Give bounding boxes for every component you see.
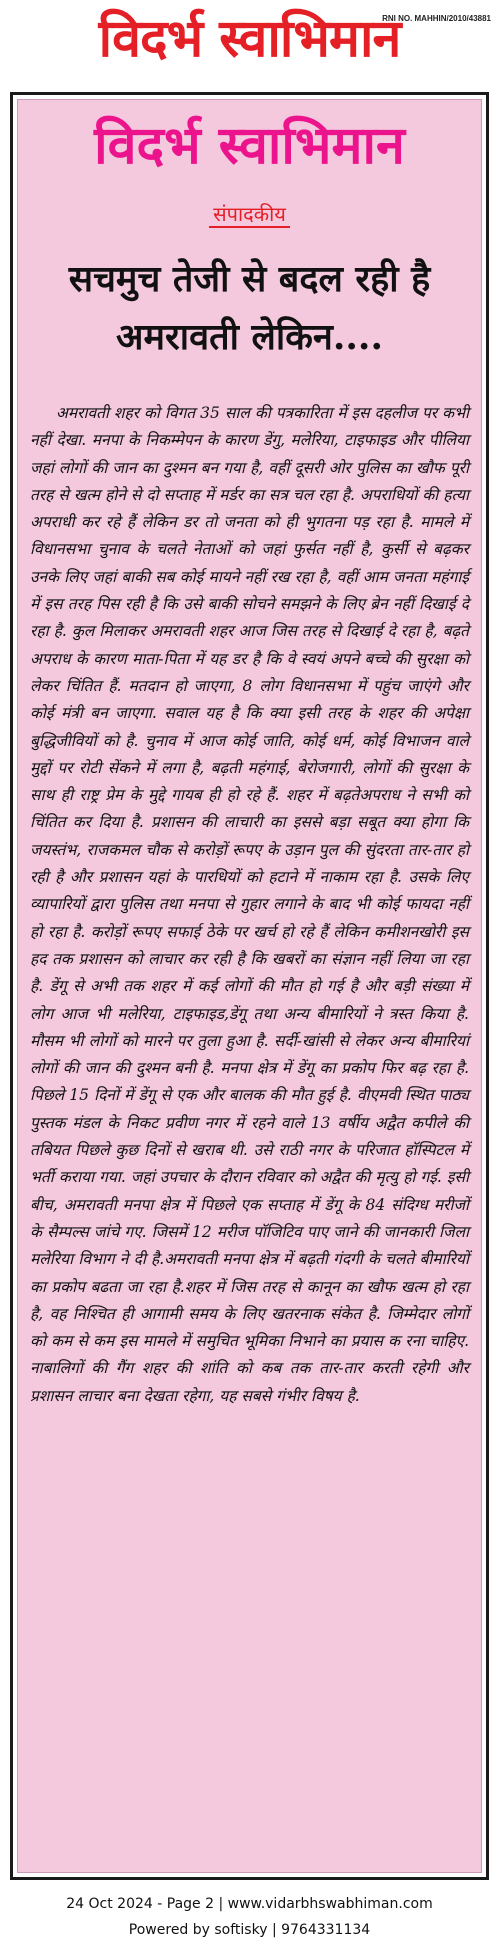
article-body: अमरावती शहर को विगत 35 साल की पत्रकारिता में इस दहलीज पर कभी नहीं देखा. मनपा के निकम्मेपन के कारण डेंगु, मलेरिया, टाइफाइड और पीलिया जहां लोगों की जान का दुश्मन बन गया है, वहीं दूसरी ओर पुलिस का खौफ पूरी तरह से खत्म होने से दो सप्ताह में मर्डर का सत्र चल रहा है. अपराधियों की हत्या अपराधी कर रहे हैं लेकिन डर तो जनता को ही भुगतना पड़ रहा है. मामले में विधानसभा चुनाव के चलते नेताओं को जहां फुर्सत नहीं है, कुर्सी से बढ़कर उनके लिए जहां बाकी सब कोई मायने नहीं रख रहा है, वहीं आम जनता महंगाई में इस तरह पिस रही है कि उसे बाकी सोचने समझने के लिए ब्रेन नहीं दिखाई दे रहा है. कुल मिलाकर अमरावती शहर आज जिस तरह से दिखाई दे रहा है, बढ़ते अपराध के कारण माता-पिता में यह डर है कि वे स्वयं अपने बच्चे की सुरक्षा को लेकर चिंतित हैं. मतदान हो जाएगा, 8 लोग विधानसभा में पहुंच जाएंगे और कोई मंत्री बन जाएगा. सवाल यह है कि क्या इसी तरह के शहर की अपेक्षा बुद्धिजीवियों को है. चुनाव में आज कोई जाति, कोई धर्म, कोई विभाजन वाले मुद्दों पर रोटी सेंकने में लगा है, बढ़ती महंगाई, बेरोजगारी, लोगों की सुरक्षा के साथ ही राष्ट्र प्रेम के मुद्दे गायब ही हो रहे हैं. शहर में बढ़तेअपराध ने सभी को चिंतित कर दिया है. प्रशासन की लाचारी का इससे बड़ा सबूत क्या होगा कि जयस्तंभ, राजकमल चौक से करोड़ों रूपए के उड़ान पुल की सुंदरता तार-तार हो रही है और प्रशासन यहां के पारधियों को हटाने में नाकाम रहा है. उसके लिए व्यापारियों द्वारा पुलिस तथा मनपा से गुहार लगाने के बाद भी कोई फायदा नहीं हो रहा है. करोड़ों रूपए सफाई ठेके पर खर्च हो रहे हैं लेकिन कमीशनखोरी इस हद तक प्रशासन को लाचार कर रही है कि खबरों का संज्ञान नहीं लिया जा रहा है. डेंगू से अभी तक शहर में कई लोगों की मौत हो गई है और बड़ी संख्या में लोग आज भी मलेरिया, टाइफाइड,डेंगू तथा अन्य बीमारियों ने त्रस्त किया है. मौसम भी लोगों को मारने पर तुला हुआ है. सर्दी-खांसी से लेकर अन्य बीमारियां लोगों की जान की दुश्मन बनी है. मनपा क्षेत्र में डेंगू का प्रकोप फिर बढ़ रहा है. पिछले 15 दिनों में डेंगू से एक और बालक की मौत हुई है. वीएमवी स्थित पाठ्य पुस्तक मंडल के निकट प्रवीण नगर में रहने वाले 13 वर्षीय अद्वैत कपीले की तबियत पिछले कुछ दिनों से खराब थी. उसे राठी नगर के परिजात हॉस्पिटल में भर्ती कराया गया. जहां उपचार के दौरान रविवार को अद्वैत की मृत्यु हो गई. इसी बीच, अमरावती मनपा क्षेत्र में पिछले एक सप्ताह में डेंगू के 84 संदिग्ध मरीजों के सैम्पल्स जांचे गए. जिसमें 12 मरीज पॉजिटिव पाए जाने की जानकारी जिला मलेरिया विभाग ने दी है.अमरावती मनपा क्षेत्र में बढ़ती गंदगी के चलते बीमारियों का प्रकोप बढता जा रहा है.शहर में जिस तरह से कानून का खौफ खत्म हो रहा है, वह निश्चित ही आगामी समय के लिए खतरनाक संकेत है. जिम्मेदार लोगों को कम से कम इस मामले में समुचित भूमिका निभाने का प्रयास क रना चाहिए. नाबालिगों की गैंग शहर की शांति को कब तक तार-तार करती रहेगी और प्रशासन लाचार बना देखता रहेगा, यह सबसे गंभीर विषय है. <box>30 404 470 1405</box>
section-tag <box>18 200 481 228</box>
headline: सचमुच तेजी से बदल रही है अमरावती लेकिन.... <box>68 258 431 358</box>
masthead-title: विदर्भ स्वाभिमान <box>98 8 401 69</box>
article-panel <box>17 99 482 1873</box>
article-paper-name: विदर्भ स्वाभिमान <box>94 115 405 176</box>
article-frame <box>10 92 489 1880</box>
footer-date-site: 24 Oct 2024 - Page 2 | www.vidarbhswabhiman.com <box>66 1896 433 1912</box>
masthead <box>0 0 499 86</box>
section-label: संपादकीय <box>209 202 290 228</box>
footer-powered-by: Powered by softisky | 9764331134 <box>128 1922 371 1938</box>
rni-number: RNI NO. MAHHIN/2010/43881 <box>382 14 491 23</box>
